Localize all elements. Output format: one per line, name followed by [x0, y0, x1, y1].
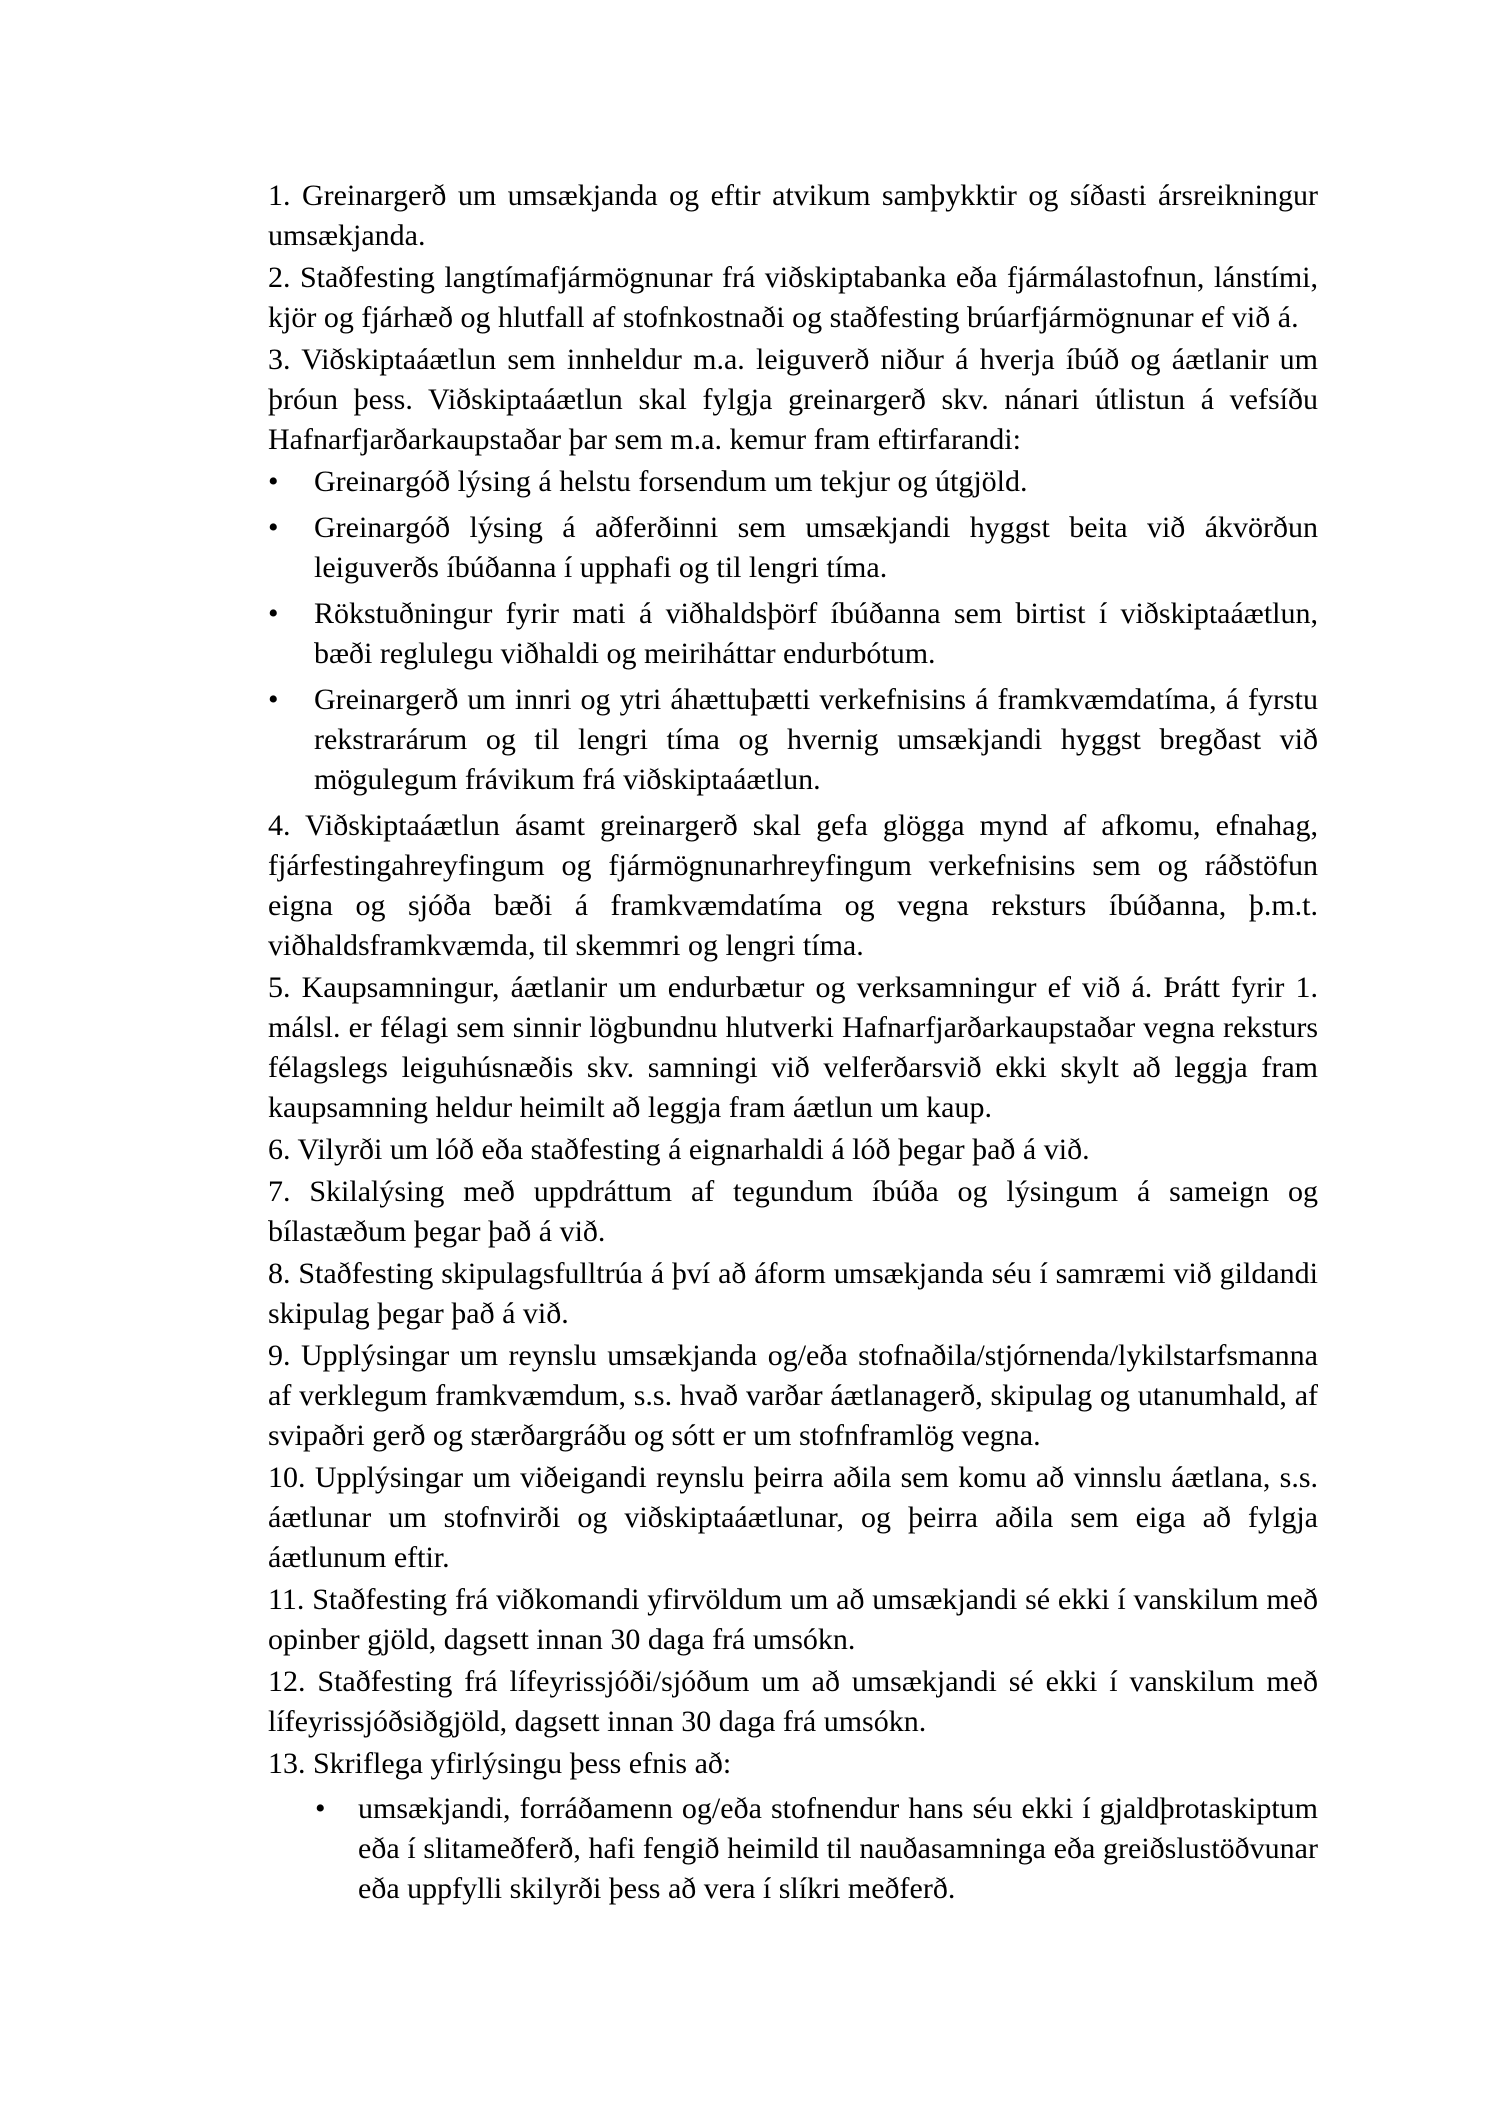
numbered-item-1: 1. Greinargerð um umsækjanda og eftir atvikum samþykktir og síðasti ársreikningur umsækjanda.: [268, 179, 1318, 252]
numbered-item-11: 11. Staðfesting frá viðkomandi yfirvöldum um að umsækjandi sé ekki í vanskilum með opinber gjöld, dagsett innan 30 daga frá umsókn.: [268, 1583, 1318, 1656]
bullet-icon: •: [315, 1792, 326, 1825]
numbered-item-10: 10. Upplýsingar um viðeigandi reynslu þeirra aðila sem komu að vinnslu áætlana, s.s. áætlunar um stofnvirði og viðskiptaáætlunar, og þeirra aðila sem eiga að fylgja áætlunum eftir.: [268, 1461, 1318, 1574]
sub-bullet-item-1: [315, 1789, 1318, 1909]
numbered-item-3: 3. Viðskiptaáætlun sem innheldur m.a. leiguverð niður á hverja íbúð og áætlanir um þróun þess. Viðskiptaáætlun skal fylgja greinargerð skv. nánari útlistun á vefsíðu Hafnarfjarðarkaupstaðar þar sem m.a. kemur fram eftirfarandi:: [268, 343, 1318, 456]
bullet-text: umsækjandi, forráðamenn og/eða stofnendur hans séu ekki í gjaldþrotaskiptum eða í slitameðferð, hafi fengið heimild til nauðasamninga eða greiðslustöðvunar eða uppfylli skilyrði þess að vera í slíkri meðferð.: [358, 1792, 1318, 1905]
bullet-text: Rökstuðningur fyrir mati á viðhaldsþörf íbúðanna sem birtist í viðskiptaáætlun, bæði reglulegu viðhaldi og meiriháttar endurbótum.: [314, 597, 1318, 670]
bullet-icon: •: [268, 465, 279, 498]
numbered-item-5: 5. Kaupsamningur, áætlanir um endurbætur og verksamningur ef við á. Þrátt fyrir 1. málsl. er félagi sem sinnir lögbundnu hlutverki Hafnarfjarðarkaupstaðar vegna reksturs félagslegs leiguhúsnæðis skv. samningi við velferðarsvið ekki skylt að leggja fram kaupsamning heldur heimilt að leggja fram áætlun um kaup.: [268, 971, 1318, 1124]
numbered-item-9: 9. Upplýsingar um reynslu umsækjanda og/eða stofnaðila/stjórnenda/lykilstarfsmanna af verklegum framkvæmdum, s.s. hvað varðar áætlanagerð, skipulag og utanumhald, af svipaðri gerð og stærðargráðu og sótt er um stofnframlög vegna.: [268, 1339, 1318, 1452]
bullet-text: Greinargerð um innri og ytri áhættuþætti verkefnisins á framkvæmdatíma, á fyrstu rekstrarárum og til lengri tíma og hvernig umsækjandi hyggst bregðast við mögulegum frávikum frá viðskiptaáætlun.: [314, 683, 1318, 796]
numbered-item-7: 7. Skilalýsing með uppdráttum af tegundum íbúða og lýsingum á sameign og bílastæðum þegar það á við.: [268, 1175, 1318, 1248]
numbered-item-12: 12. Staðfesting frá lífeyrissjóði/sjóðum um að umsækjandi sé ekki í vanskilum með lífeyrissjóðsiðgjöld, dagsett innan 30 daga frá umsókn.: [268, 1665, 1318, 1738]
bullet-item-4: [268, 680, 1318, 800]
bullet-icon: •: [268, 597, 279, 630]
numbered-item-4: 4. Viðskiptaáætlun ásamt greinargerð skal gefa glögga mynd af afkomu, efnahag, fjárfestingahreyfingum og fjármögnunarhreyfingum verkefnisins sem og ráðstöfun eigna og sjóða bæði á framkvæmdatíma og vegna reksturs íbúðanna, þ.m.t. viðhaldsframkvæmda, til skemmri og lengri tíma.: [268, 809, 1318, 962]
numbered-item-13: 13. Skriflega yfirlýsingu þess efnis að:: [268, 1747, 732, 1780]
numbered-item-6: 6. Vilyrði um lóð eða staðfesting á eignarhaldi á lóð þegar það á við.: [268, 1133, 1090, 1166]
sub-bullet-list: [315, 1789, 1318, 1909]
numbered-item-8: 8. Staðfesting skipulagsfulltrúa á því að áform umsækjanda séu í samræmi við gildandi skipulag þegar það á við.: [268, 1257, 1318, 1330]
bullet-item-2: [268, 508, 1318, 588]
bullet-icon: •: [268, 511, 279, 544]
bullet-text: Greinargóð lýsing á helstu forsendum um tekjur og útgjöld.: [314, 465, 1028, 498]
numbered-item-2: 2. Staðfesting langtímafjármögnunar frá viðskiptabanka eða fjármálastofnun, lánstími, kjör og fjárhæð og hlutfall af stofnkostnaði og staðfesting brúarfjármögnunar ef við á.: [268, 261, 1318, 334]
bullet-item-1: [268, 462, 1318, 502]
bullet-item-3: [268, 594, 1318, 674]
bullet-list: [268, 462, 1318, 800]
bullet-icon: •: [268, 683, 279, 716]
bullet-text: Greinargóð lýsing á aðferðinni sem umsækjandi hyggst beita við ákvörðun leiguverðs íbúðanna í upphafi og til lengri tíma.: [314, 511, 1318, 584]
